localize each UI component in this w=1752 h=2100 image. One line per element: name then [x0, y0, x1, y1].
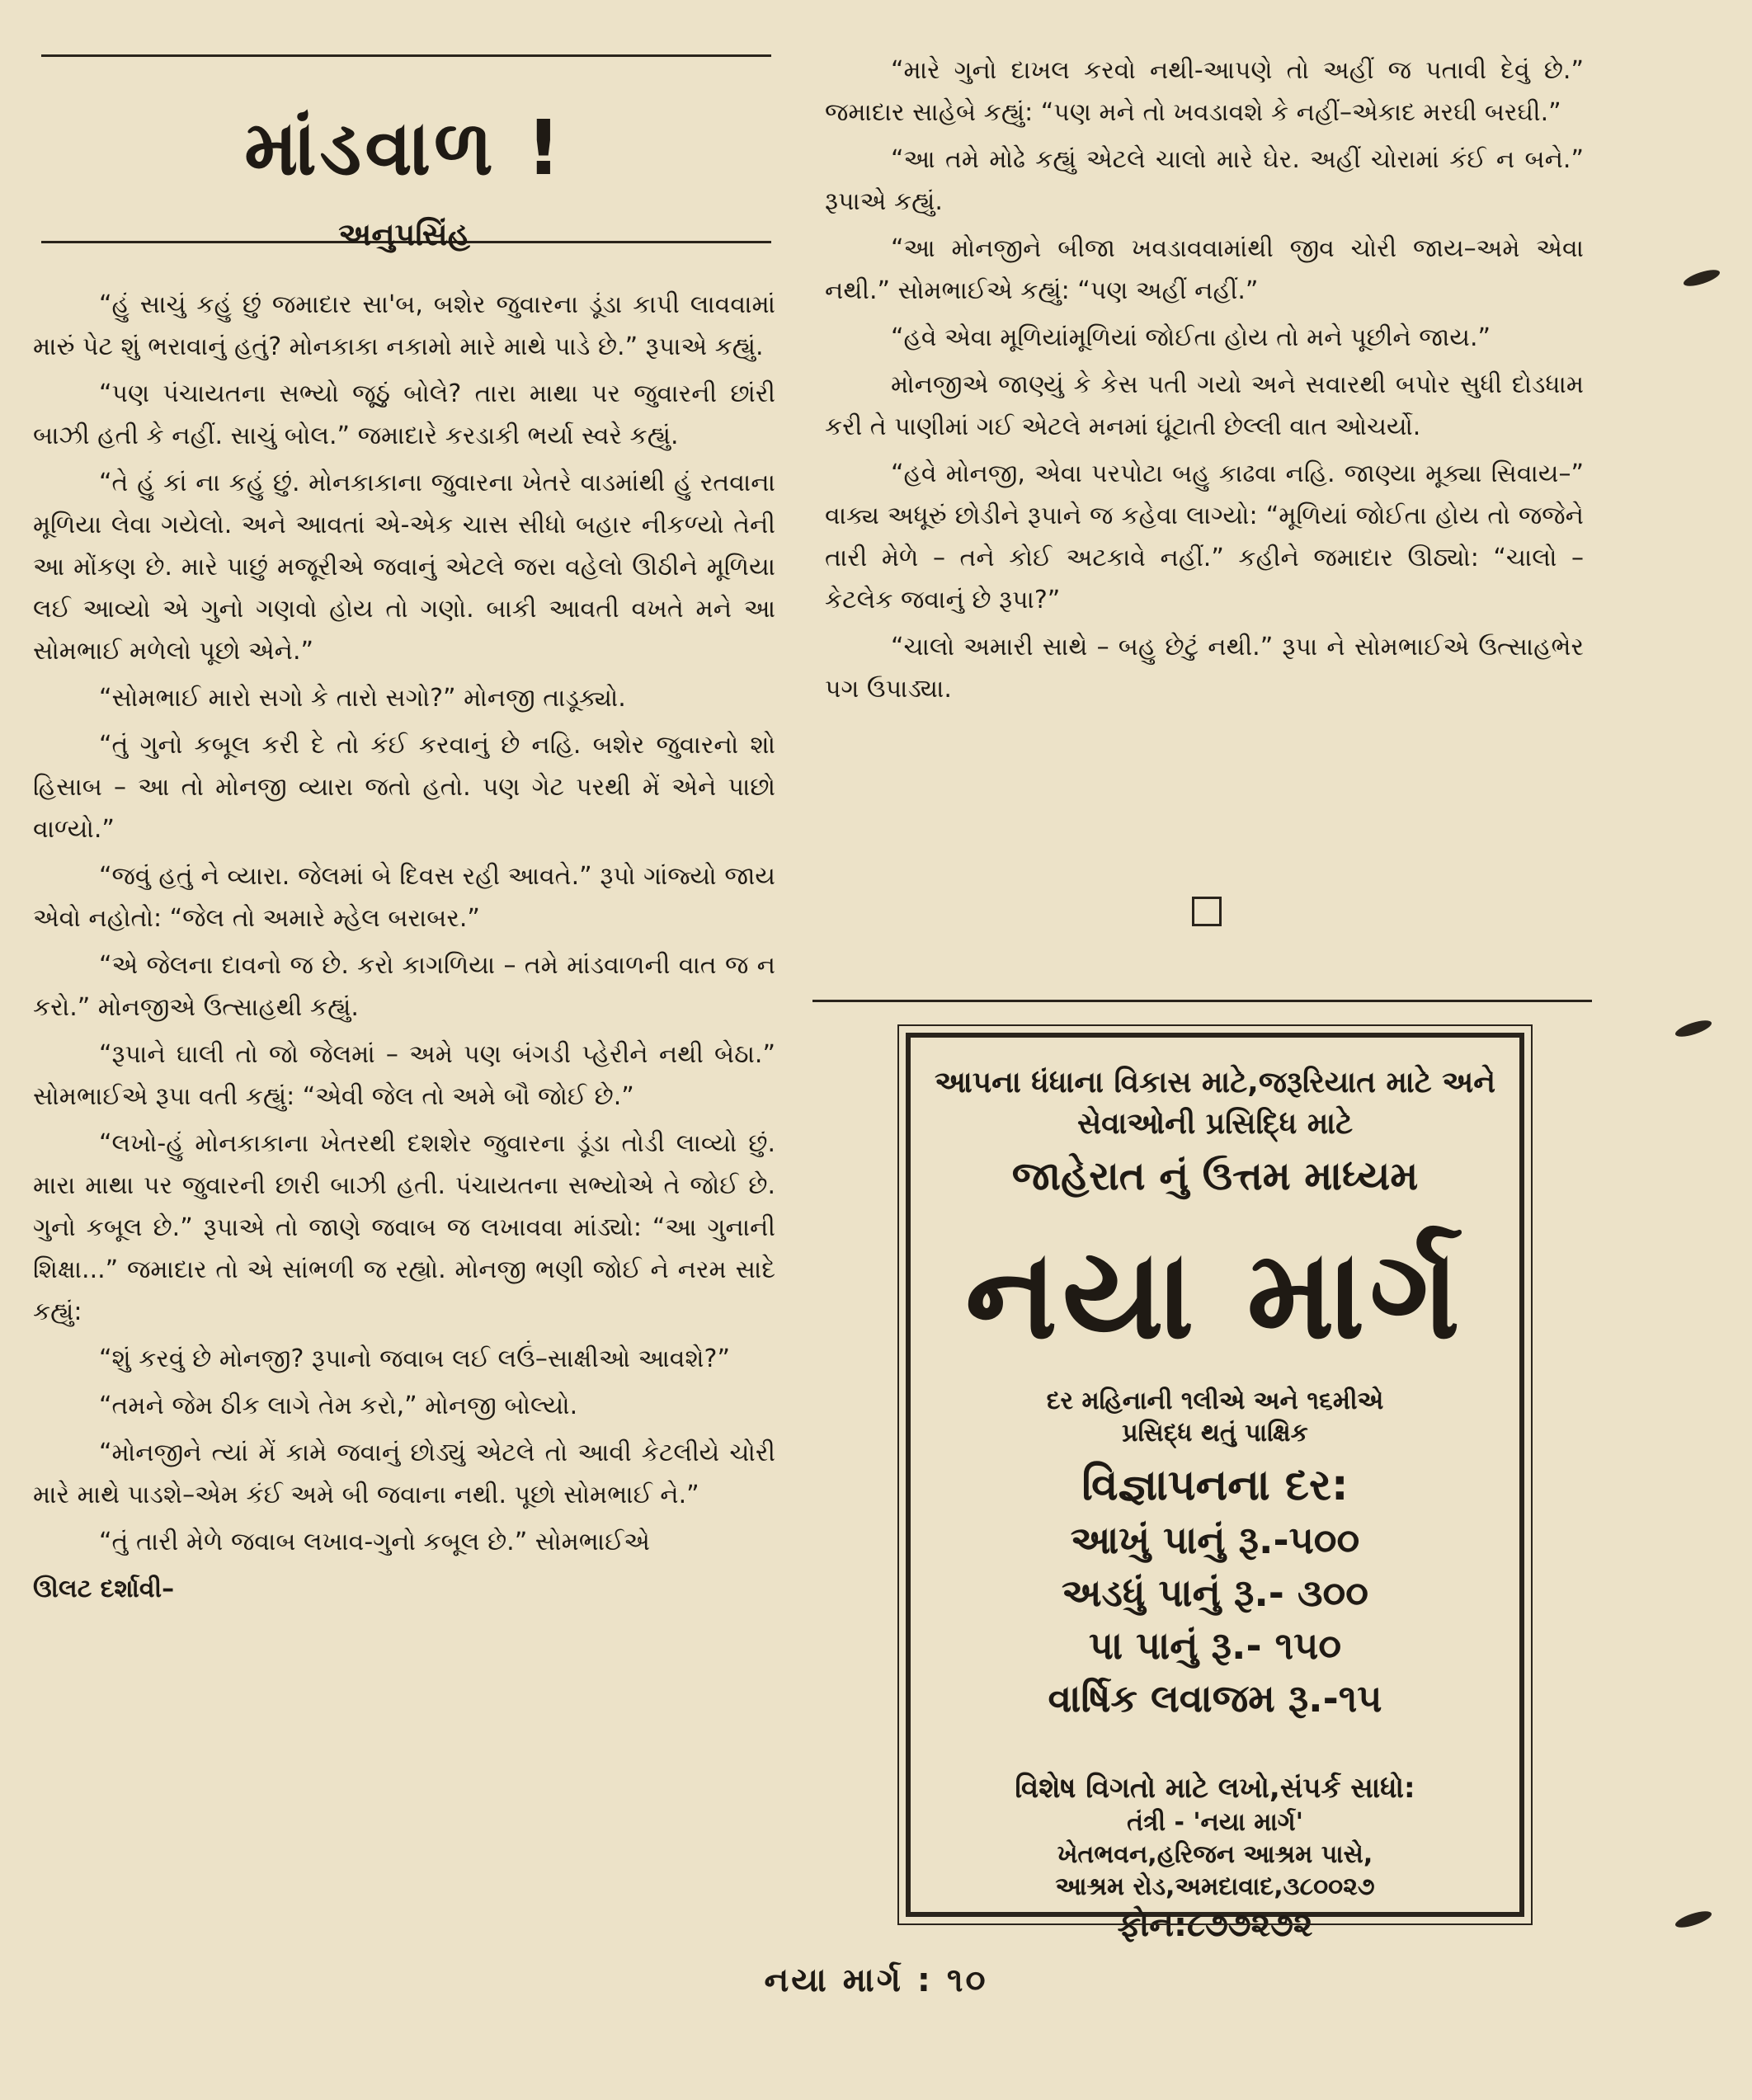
story-paragraph: “લખો-હું મોનકાકાના ખેતરથી દશશેર જુવારના ડૂંડા તોડી લાવ્યો છું. મારા માથા પર જુવારની છારી બાઝી હતી. પંચાયતના સભ્યોએ તે જોઈ છે. ગુનો કબૂલ છે.” રૂપાએ તો જાણે જવાબ જ લખાવવા માંડ્યો: “આ ગુનાની શિક્ષા...” જમાદાર તો એ સાંભળી જ રહ્યો. મોનજી ભણી જોઈ ને નરમ સાદે કહ્યું:: [33, 1129, 775, 1326]
ad-editor-line: તંત્રી - 'નયા માર્ગ': [1127, 1808, 1303, 1837]
ad-address-line: આશ્રમ રોડ,અમદાવાદ,૩૮૦૦૨૭: [1055, 1872, 1375, 1901]
story-paragraph: “આ મોનજીને બીજા ખવડાવવામાંથી જીવ ચોરી જાય–અમે એવા નથી.” સોમભાઈએ કહ્યું: “પણ અહીં નહીં.”: [825, 234, 1584, 305]
story-paragraph: “મારે ગુનો દાખલ કરવો નથી-આપણે તો અહીં જ પતાવી દેવું છે.” જમાદાર સાહેબે કહ્યું: “પણ મને તો ખવડાવશે કે નહીં–એકાદ મરઘી બરઘી.”: [825, 56, 1584, 127]
margin-mark-icon: [1674, 1017, 1713, 1040]
story-paragraph: “હું સાચું કહું છું જમાદાર સા'બ, બશેર જુવારના ડૂંડા કાપી લાવવામાં મારું પેટ શું ભરાવાનું હતું? મોનકાકા નકામો મારે માથે પાડે છે.” રૂપાએ કહ્યું.: [33, 290, 775, 361]
story-paragraph: “શું કરવું છે મોનજી? રૂપાનો જવાબ લઈ લઉં–સાક્ષીઓ આવશે?”: [99, 1344, 731, 1373]
ad-rate: પા પાનું રૂ.- ૧૫૦: [1088, 1623, 1342, 1668]
ad-intro-line: આપના ધંધાના વિકાસ માટે,જરૂરિયાત માટે અને: [934, 1066, 1496, 1099]
right-column: [825, 49, 1584, 715]
story-paragraph: “હવે એવા મૂળિયાંમૂળિયાં જોઈતા હોય તો મને પૂછીને જાય.”: [891, 323, 1491, 352]
story-paragraph: “પણ પંચાયતના સભ્યો જૂઠું બોલે? તારા માથા પર જુવારની છાંરી બાઝી હતી કે નહીં. સાચું બોલ.” જમાદારે કરડાકી ભર્યા સ્વરે કહ્યું.: [33, 379, 775, 450]
ad-phone: ફોન:૮૭૭૨૭૨: [1117, 1906, 1313, 1944]
ad-rates-title: વિજ્ઞાપનના દર:: [1081, 1461, 1349, 1510]
story-paragraph: “મોનજીને ત્યાં મેં કામે જવાનું છોડ્યું એટલે તો આવી કેટલીયે ચોરી મારે માથે પાડશે–એમ કંઈ અમે બી જવાના નથી. પૂછો સોમભાઈ ને.”: [33, 1438, 775, 1509]
advertisement-box: [906, 1033, 1524, 1944]
left-column: [33, 49, 775, 1615]
story-title: માંડવાળ !: [244, 104, 564, 192]
ad-rate: અડધું પાનું રૂ.- ૩૦૦: [1062, 1570, 1368, 1615]
ad-brand-name: નયા માર્ગ: [965, 1223, 1465, 1367]
ad-rate: આખું પાનું રૂ.-૫૦૦: [1070, 1518, 1360, 1562]
margin-mark-icon: [1682, 266, 1721, 290]
story-paragraph: “તમને જેમ ઠીક લાગે તેમ કરો,” મોનજી બોલ્યો.: [99, 1391, 578, 1420]
margin-mark-icon: [1674, 1908, 1713, 1931]
story-paragraph: “ચાલો અમારી સાથે – બહુ છેટું નથી.” રૂપા ને સોમભાઈએ ઉત્સાહભેર પગ ઉપાડ્યા.: [825, 633, 1584, 704]
story-paragraph: “તું તારી મેળે જવાબ લખાવ-ગુનો કબૂલ છે.” સોમભાઈએ: [99, 1528, 650, 1556]
ad-top-rule: [812, 1000, 1592, 1002]
story-paragraph: “તું ગુનો કબૂલ કરી દે તો કંઈ કરવાનું છે નહિ. બશેર જુવારનો શો હિસાબ – આ તો મોનજી વ્યારા જતો હતો. પણ ગેટ પરથી મેં એને પાછો વાળ્યો.”: [33, 731, 775, 844]
ad-rate: વાર્ષિક લવાજમ રૂ.-૧૫: [1048, 1676, 1382, 1721]
ad-frequency: પ્રસિદ્ધ થતું પાક્ષિક: [1122, 1419, 1308, 1448]
page-footer: નયા માર્ગ : ૧૦: [764, 1961, 988, 1999]
story-paragraph: મોનજીએ જાણ્યું કે કેસ પતી ગયો અને સવારથી બપોર સુધી દોડધામ કરી તે પાણીમાં ગઈ એટલે મનમાં ઘૂંટાતી છેલ્લી વાત ઓચર્યો.: [825, 370, 1584, 441]
story-paragraph: “તે હું કાં ના કહું છું. મોનકાકાના જુવારના ખેતરે વાડમાંથી હું રતવાના મૂળિયા લેવા ગયેલો. અને આવતાં એ-એક ચાસ સીધો બહાર નીકળ્યો તેની આ મોંકણ છે. મારે પાછું મજૂરીએ જવાનું એટલે જરા વહેલો ઊઠીને મૂળિયા લઈ આવ્યો એ ગુનો ગણવો હોય તો ગણો. બાકી આવતી વખતે મને આ સોમભાઈ મળેલો પૂછો એને.”: [33, 468, 775, 666]
story-paragraph: “જવું હતું ને વ્યારા. જેલમાં બે દિવસ રહી આવતે.” રૂપો ગાંજ્યો જાય એવો નહોતો: “જેલ તો અમારે મ્હેલ બરાબર.”: [33, 862, 775, 933]
ad-headline: જાહેરાત નું ઉત્તમ માધ્યમ: [1011, 1153, 1419, 1199]
story-end-square-icon: [1192, 897, 1222, 926]
ad-intro-line: સેવાઓની પ્રસિદ્ધિ માટે: [1076, 1107, 1354, 1141]
story-paragraph: “આ તમે મોઢે કહ્યું એટલે ચાલો મારે ઘેર. અહીં ચોરામાં કંઈ ન બને.” રૂપાએ કહ્યું.: [825, 145, 1584, 216]
ad-contact-line: વિશેષ વિગતો માટે લખો,સંપર્ક સાધો:: [1015, 1772, 1415, 1805]
ad-address-line: ખેતભવન,હરિજન આશ્રમ પાસે,: [1057, 1840, 1373, 1869]
story-paragraph: “હવે મોનજી, એવા પરપોટા બહુ કાઢવા નહિ. જાણ્યા મૂક્યા સિવાય–” વાક્ય અધૂરું છોડીને રૂપાને જ કહેવા લાગ્યો: “મૂળિયાં જોઈતા હોય તો જજેને તારી મેળે – તને કોઈ અટકાવે નહીં.” કહીને જમાદાર ઊઠ્યો: “ચાલો – કેટલેક જવાનું છે રૂપા?”: [825, 459, 1584, 614]
story-paragraph: “સોમભાઈ મારો સગો કે તારો સગો?” મોનજી તાડૂક્યો.: [99, 684, 626, 713]
story-paragraph: “રૂપાને ઘાલી તો જો જેલમાં – અમે પણ બંગડી પ્હેરીને નથી બેઠા.” સોમભાઈએ રૂપા વતી કહ્યું: “એવી જેલ તો અમે બૌ જોઈ છે.”: [33, 1040, 775, 1111]
ad-frequency: દર મહિનાની ૧લીએ અને ૧૬મીએ: [1046, 1387, 1384, 1415]
story-paragraph: “એ જેલના દાવનો જ છે. કરો કાગળિયા – તમે માંડવાળની વાત જ ન કરો.” મોનજીએ ઉત્સાહથી કહ્યું.: [33, 951, 775, 1022]
story-author: અનુપસિંહ: [338, 216, 470, 252]
story-paragraph-tail: ઊલટ દર્શાવી–: [33, 1575, 175, 1603]
